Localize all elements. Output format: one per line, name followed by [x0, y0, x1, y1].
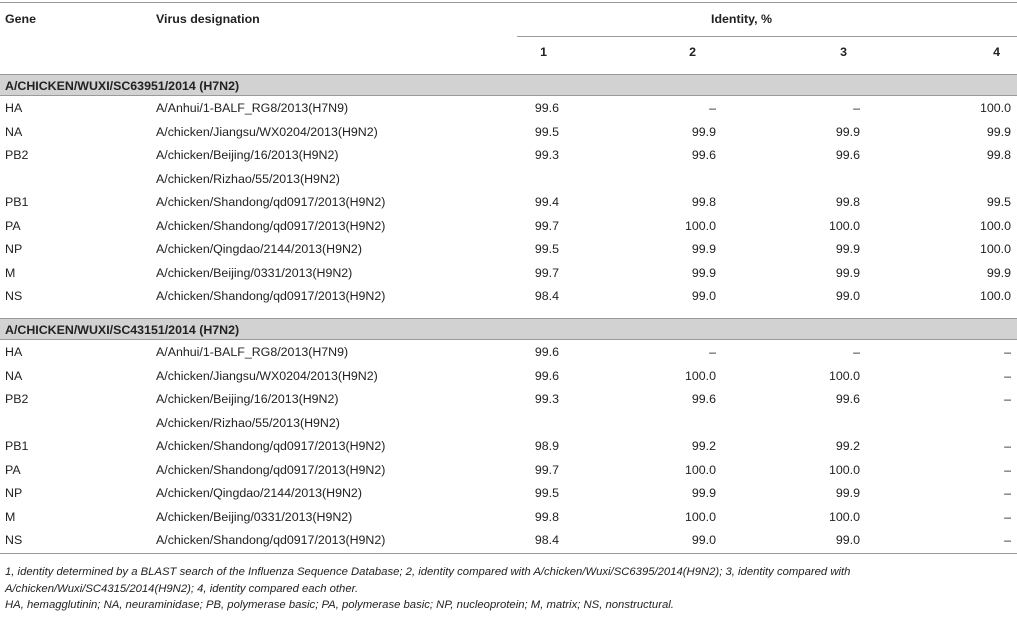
table-row [0, 121, 1017, 145]
header-gene: Gene [5, 12, 36, 26]
gene-cell: PA [5, 462, 21, 477]
identity-1-cell: 99.4 [534, 195, 559, 209]
identity-1-cell: 99.8 [534, 509, 559, 524]
identity-1-cell: 99.3 [534, 148, 559, 162]
identity-2-cell: 99.8 [691, 195, 716, 209]
table-row [0, 144, 1017, 168]
virus-cell: A/chicken/Jiangsu/WX0204/2013(H9N2) [156, 368, 378, 383]
identity-2-cell: 100.0 [684, 462, 716, 477]
table-row [0, 191, 1017, 215]
virus-cell: A/chicken/Beijing/16/2013(H9N2) [156, 148, 339, 162]
identity-1-cell: 99.5 [534, 486, 559, 500]
identity-1-cell: 98.4 [534, 289, 559, 303]
identity-3-cell: 99.0 [835, 533, 860, 547]
identity-4-cell: – [1004, 368, 1011, 383]
table-row [0, 435, 1017, 459]
table-row [0, 482, 1017, 506]
identity-1-cell: 99.5 [534, 242, 559, 256]
header-col-4: 4 [993, 45, 1000, 59]
identity-3-cell: 99.9 [835, 242, 860, 256]
table-row [0, 412, 1017, 436]
identity-3-cell: 99.9 [835, 124, 860, 139]
identity-3-cell: 100.0 [828, 462, 860, 477]
identity-2-cell: 99.0 [691, 289, 716, 303]
section-title: A/CHICKEN/WUXI/SC43151/2014 (H7N2) [5, 323, 240, 337]
identity-2-cell: 99.9 [691, 265, 716, 280]
gene-cell: PB1 [5, 195, 29, 209]
identity-4-cell: – [1004, 462, 1011, 477]
identity-4-cell: – [1004, 392, 1011, 406]
table-row [0, 388, 1017, 412]
identity-3-cell: 99.9 [835, 486, 860, 500]
identity-4-cell: 99.5 [986, 195, 1011, 209]
identity-4-cell: – [1004, 533, 1011, 547]
identity-2-cell: 99.9 [691, 124, 716, 139]
identity-1-cell: 99.5 [534, 124, 559, 139]
identity-3-cell: – [853, 345, 860, 359]
table-notes [5, 564, 1013, 614]
identity-4-cell: 100.0 [979, 218, 1011, 233]
header-col-3: 3 [840, 45, 847, 59]
virus-cell: A/chicken/Beijing/0331/2013(H9N2) [156, 265, 353, 280]
table-row [0, 365, 1017, 389]
virus-cell: A/Anhui/1-BALF_RG8/2013(H7N9) [156, 101, 349, 115]
identity-1-cell: 99.7 [534, 462, 559, 477]
header-col-1: 1 [540, 45, 547, 59]
identity-1-cell: 99.6 [534, 345, 559, 359]
virus-cell: A/chicken/Rizhao/55/2013(H9N2) [156, 415, 340, 430]
identity-4-cell: 99.9 [986, 124, 1011, 139]
gene-cell: NP [5, 242, 23, 256]
table-row [0, 285, 1017, 309]
table-row [0, 238, 1017, 262]
identity-4-cell: 99.9 [986, 265, 1011, 280]
identity-2-cell: 99.6 [691, 148, 716, 162]
gene-cell: HA [5, 101, 23, 115]
header-identity: Identity, % [711, 12, 773, 26]
header-virus-designation: Virus designation [156, 12, 260, 26]
identity-4-cell: 100.0 [979, 242, 1011, 256]
gene-cell: NA [5, 368, 23, 383]
virus-cell: A/chicken/Jiangsu/WX0204/2013(H9N2) [156, 124, 378, 139]
virus-cell: A/chicken/Shandong/qd0917/2013(H9N2) [156, 533, 386, 547]
table-row [0, 341, 1017, 365]
identity-2-cell: 100.0 [684, 218, 716, 233]
table-row [0, 459, 1017, 483]
footnote-text: 1, identity determined by a BLAST search of the Influenza Sequence Database; 2, identity compared with A/chicken/Wuxi/SC6395/2014(H9N2); 3, identity compared with A/chicken/Wuxi/SC4315/2014(H9N2); 4, identity compared each other. [5, 566, 851, 595]
virus-cell: A/chicken/Qingdao/2144/2013(H9N2) [156, 242, 362, 256]
identity-3-cell: 99.6 [835, 392, 860, 406]
identity-1-cell: 98.4 [534, 533, 559, 547]
gene-cell: PB1 [5, 439, 29, 453]
identity-3-cell: 99.9 [835, 265, 860, 280]
identity-2-cell: 99.6 [691, 392, 716, 406]
gene-cell: NS [5, 289, 23, 303]
identity-1-cell: 99.3 [534, 392, 559, 406]
table-top-rule [0, 2, 1017, 3]
identity-4-cell: – [1004, 509, 1011, 524]
identity-2-cell: 99.9 [691, 242, 716, 256]
identity-3-cell: 100.0 [828, 509, 860, 524]
identity-2-cell: 100.0 [684, 509, 716, 524]
gene-cell: NS [5, 533, 23, 547]
identity-1-cell: 98.9 [534, 439, 559, 453]
identity-4-cell: 99.8 [986, 148, 1011, 162]
identity-3-cell: 99.0 [835, 289, 860, 303]
identity-1-cell: 99.6 [534, 368, 559, 383]
virus-cell: A/chicken/Shandong/qd0917/2013(H9N2) [156, 195, 386, 209]
table-row [0, 168, 1017, 192]
identity-2-cell: 99.2 [691, 439, 716, 453]
identity-1-cell: 99.7 [534, 265, 559, 280]
identity-3-cell: 99.2 [835, 439, 860, 453]
virus-cell: A/chicken/Beijing/16/2013(H9N2) [156, 392, 339, 406]
gene-cell: HA [5, 345, 23, 359]
gene-cell: M [5, 265, 16, 280]
virus-cell: A/chicken/Shandong/qd0917/2013(H9N2) [156, 289, 386, 303]
table-row [0, 529, 1017, 553]
table-bottom-rule [0, 553, 1017, 554]
identity-2-cell: 99.0 [691, 533, 716, 547]
identity-1-cell: 99.6 [534, 101, 559, 115]
header-col-2: 2 [689, 45, 696, 59]
gene-cell: NP [5, 486, 23, 500]
identity-4-cell: – [1004, 345, 1011, 359]
identity-2-cell: 100.0 [684, 368, 716, 383]
identity-4-cell: 100.0 [979, 289, 1011, 303]
gene-cell: PB2 [5, 148, 29, 162]
gene-cell: M [5, 509, 16, 524]
identity-3-cell: 100.0 [828, 218, 860, 233]
gene-cell: PB2 [5, 392, 29, 406]
virus-cell: A/chicken/Beijing/0331/2013(H9N2) [156, 509, 353, 524]
virus-cell: A/chicken/Rizhao/55/2013(H9N2) [156, 171, 340, 186]
identity-subheader-rule [517, 36, 1017, 37]
identity-3-cell: 99.6 [835, 148, 860, 162]
table-row [0, 506, 1017, 530]
identity-4-cell: – [1004, 486, 1011, 500]
identity-2-cell: – [709, 101, 716, 115]
table-row [0, 97, 1017, 121]
virus-cell: A/chicken/Shandong/qd0917/2013(H9N2) [156, 439, 386, 453]
virus-cell: A/chicken/Qingdao/2144/2013(H9N2) [156, 486, 362, 500]
identity-3-cell: – [853, 101, 860, 115]
identity-3-cell: 99.8 [835, 195, 860, 209]
identity-4-cell: – [1004, 439, 1011, 453]
virus-cell: A/Anhui/1-BALF_RG8/2013(H7N9) [156, 345, 349, 359]
virus-cell: A/chicken/Shandong/qd0917/2013(H9N2) [156, 218, 386, 233]
identity-2-cell: – [709, 345, 716, 359]
section-header [0, 318, 1017, 340]
abbreviations-text: HA, hemagglutinin; NA, neuraminidase; PB, polymerase basic; PA, polymerase basic; NP, nucleoprotein; M, matrix; NS, nonstructural. [5, 599, 674, 612]
virus-cell: A/chicken/Shandong/qd0917/2013(H9N2) [156, 462, 386, 477]
identity-3-cell: 100.0 [828, 368, 860, 383]
table-row [0, 262, 1017, 286]
identity-4-cell: 100.0 [979, 101, 1011, 115]
section-header [0, 74, 1017, 96]
table-row [0, 215, 1017, 239]
identity-1-cell: 99.7 [534, 218, 559, 233]
identity-2-cell: 99.9 [691, 486, 716, 500]
gene-cell: PA [5, 218, 21, 233]
section-title: A/CHICKEN/WUXI/SC63951/2014 (H7N2) [5, 79, 240, 93]
gene-cell: NA [5, 124, 23, 139]
